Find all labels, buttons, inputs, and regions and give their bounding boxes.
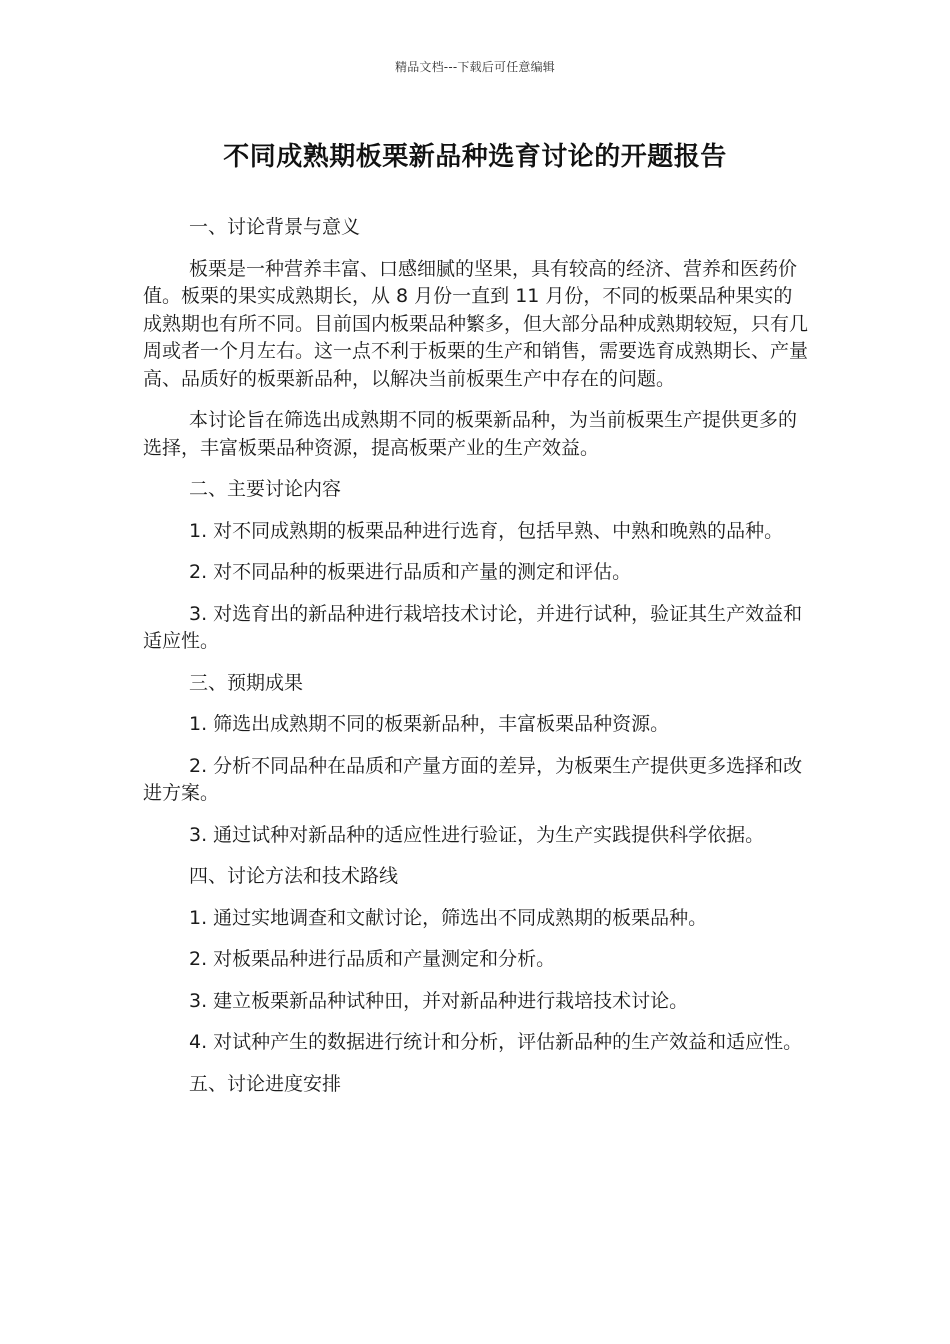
section-heading-schedule: 五、讨论进度安排: [189, 1072, 342, 1095]
paragraph-background: 板栗是一种营养丰富、口感细腻的坚果，具有较高的经济、营养和医药价值。板栗的果实成熟期长，从 8 月份一直到 11 月份，不同的板栗品种果实的成熟期也有所不同。目前国内板栗品种繁多，但大部分品种成熟期较短，只有几周或者一个月左右。这一点不利于板栗的生产和销售，需要选育成熟期长、产量高、品质好的板栗新品种，以解决当前板栗生产中存在的问题。: [143, 257, 809, 390]
section-heading-outcomes: 三、预期成果: [189, 671, 304, 694]
content-item-1: 1. 对不同成熟期的板栗品种进行选育，包括早熟、中熟和晚熟的品种。: [189, 519, 784, 542]
document-title: 不同成熟期板栗新品种选育讨论的开题报告: [223, 142, 727, 172]
method-item-1: 1. 通过实地调查和文献讨论，筛选出不同成熟期的板栗品种。: [189, 906, 708, 929]
page-header-note: 精品文档---下载后可任意编辑: [395, 60, 555, 74]
outcome-item-3: 3. 通过试种对新品种的适应性进行验证，为生产实践提供科学依据。: [189, 823, 765, 846]
document-body: [143, 214, 811, 1112]
content-item-2: 2. 对不同品种的板栗进行品质和产量的测定和评估。: [189, 561, 632, 583]
section-heading-content: 二、主要讨论内容: [189, 478, 342, 500]
outcome-item-1: 1. 筛选出成熟期不同的板栗新品种，丰富板栗品种资源。: [189, 713, 670, 735]
content-item-3: 3. 对选育出的新品种进行栽培技术讨论，并进行试种，验证其生产效益和适应性。: [143, 602, 803, 652]
section-heading-background: 一、讨论背景与意义: [189, 216, 361, 238]
section-heading-methods: 四、讨论方法和技术路线: [189, 865, 399, 887]
method-item-2: 2. 对板栗品种进行品质和产量测定和分析。: [189, 948, 556, 970]
outcome-item-2: 2. 分析不同品种在品质和产量方面的差异，为板栗生产提供更多选择和改进方案。: [143, 754, 803, 804]
method-item-4: 4. 对试种产生的数据进行统计和分析，评估新品种的生产效益和适应性。: [189, 1031, 803, 1053]
paragraph-purpose: 本讨论旨在筛选出成熟期不同的板栗新品种，为当前板栗生产提供更多的选择，丰富板栗品种资源，提高板栗产业的生产效益。: [143, 409, 798, 459]
method-item-3: 3. 建立板栗新品种试种田，并对新品种进行栽培技术讨论。: [189, 989, 689, 1012]
